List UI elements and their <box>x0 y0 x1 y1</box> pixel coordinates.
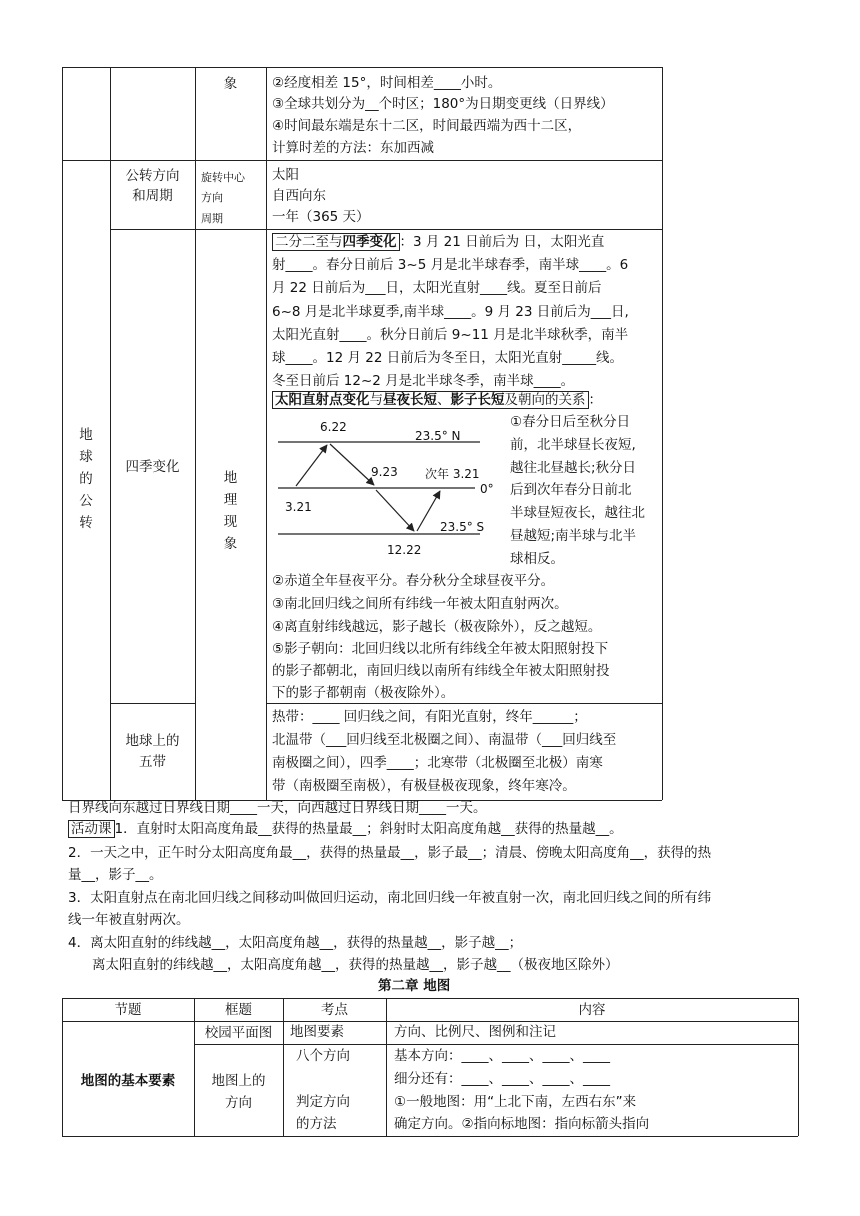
label-char: 象 <box>223 536 238 552</box>
item2-line-b: 量__，影子__。 <box>68 867 163 883</box>
frame-direction-1: 地图上的 <box>211 1073 266 1089</box>
text-line: 球____。12 月 22 日前后为冬至日，太阳光直射_____线。 <box>272 350 623 366</box>
text-line: ③全球共划分为__个时区；180°为日期变更线（日界线） <box>272 96 614 112</box>
label-321: 3.21 <box>285 500 312 514</box>
frame-campus-map: 校园平面图 <box>204 1025 273 1041</box>
header-frame: 框题 <box>225 1002 252 1018</box>
path-autumn-to-winter <box>376 490 414 531</box>
point-eight-directions: 八个方向 <box>296 1048 350 1064</box>
sub-label-direction: 方向 <box>201 191 223 204</box>
text-line: 太阳光直射____。秋分日前后 9~11 月是北半球秋季，南半 <box>272 327 629 343</box>
para2-boxed: 太阳直射点变化与昼夜长短、影子长短及朝向的关系 <box>272 391 589 409</box>
text-line: 月 22 日前后为___日，太阳光直射____线。夏至日前后 <box>272 280 602 296</box>
text-line: ④离直射纬线越远，影子越长（极夜除外），反之越短。 <box>272 619 602 635</box>
text-line: 下的影子都朝南（极夜除外）。 <box>272 685 455 701</box>
label-622: 6.22 <box>320 420 347 434</box>
sub-label-center: 旋转中心 <box>201 171 245 184</box>
label-char: 地 <box>223 470 238 486</box>
activity-line-1: 活动课 1．直射时太阳高度角最__获得的热量最__；斜射时太阳高度角越__获得的热量越__。 <box>68 820 623 839</box>
text-line: ②赤道全年昼夜平分。春分秋分全球昼夜平分。 <box>272 573 555 589</box>
text-line: 冬至日前后 12~2 月是北半球冬季，南半球____。 <box>272 373 575 389</box>
text-line: 昼越短;南半球与北半 <box>510 528 637 544</box>
content-method-1: ①一般地图：用“上北下南，左西右东”来 <box>394 1094 637 1110</box>
activity-box: 活动课 <box>68 820 115 838</box>
header-content: 内容 <box>578 1002 606 1018</box>
text-line: 球相反。 <box>510 551 564 567</box>
direction-period-label-2: 和周期 <box>132 188 173 204</box>
header-section: 节题 <box>114 1002 142 1018</box>
text-line: ①春分日后至秋分日 <box>510 414 631 430</box>
text-line: ⑤影子朝向：北回归线以北所有纬线全年被太阳照射投下 <box>272 641 609 657</box>
label-char: 公 <box>79 493 93 509</box>
label-char: 的 <box>79 471 93 487</box>
text-line: ④时间最东端是东十二区，时间最西端为西十二区， <box>272 118 582 134</box>
header-point: 考点 <box>321 1002 348 1018</box>
para1-boxed: 二分二至与四季变化 <box>272 233 400 251</box>
value-direction: 自西向东 <box>272 188 326 204</box>
frame-direction-2: 方向 <box>225 1095 252 1111</box>
label-char: 地 <box>79 427 93 443</box>
label-char: 理 <box>223 492 238 508</box>
item4-line-a: 4．离太阳直射的纬线越__，太阳高度角越__，获得的热量越__，影子越__； <box>68 935 523 951</box>
five-zones-label-2: 五带 <box>139 754 166 770</box>
content-basic-directions: 基本方向：____、____、____、____ <box>394 1048 610 1064</box>
path-winter-to-spring <box>417 491 440 531</box>
text-line: ③南北回归线之间所有纬线一年被太阳直射两次。 <box>272 596 568 612</box>
text-line: 计算时差的方法：东加西减 <box>272 140 434 156</box>
four-seasons-label: 四季变化 <box>125 459 180 475</box>
para2-line: 太阳直射点变化与昼夜长短、影子长短及朝向的关系 ： <box>272 391 602 410</box>
item3-line-a: 3．太阳直射点在南北回归线之间移动叫做回归运动，南北回归线一年被直射一次，南北回归线之间的所有纬 <box>68 890 712 906</box>
text-line: 热带：____ 回归线之间，有阳光直射，终年______； <box>272 709 587 725</box>
path-spring-to-summer <box>296 445 327 486</box>
section-map-basics: 地图的基本要素 <box>80 1073 176 1089</box>
text-line: 带（南极圈至南极），有极昼极夜现象，终年寒冷。 <box>272 778 576 794</box>
label-next-321: 次年 3.21 <box>425 467 480 481</box>
item3-line-b: 线一年被直射两次。 <box>68 912 190 928</box>
text-line: 6~8 月是北半球夏季,南半球____。9 月 23 日前后为___日, <box>272 304 629 320</box>
label-char: 现 <box>223 514 238 530</box>
point-map-elements: 地图要素 <box>290 1024 344 1040</box>
text-line: 前，北半球昼长夜短, <box>510 437 636 453</box>
label-923: 9.23 <box>371 465 398 479</box>
label-char: 转 <box>79 515 93 531</box>
sun-direct-point-diagram <box>270 412 510 562</box>
col3-label: 象 <box>223 76 238 92</box>
label-tropic-s: 23.5° S <box>440 520 485 534</box>
text-line: 北温带（___回归线至北极圈之间）、南温带（___回归线至 <box>272 732 617 748</box>
para1-first-line: 二分二至与四季变化 ：3 月 21 日前后为 日，太阳光直 <box>272 233 604 252</box>
point-method-2: 的方法 <box>296 1116 337 1132</box>
text-line: 半球昼短夜长，越往北 <box>510 505 645 521</box>
text-line: 越往北昼越长;秋分日 <box>510 460 637 476</box>
text-line: 南极圈之间），四季____；北寒带（北极圈至北极）南寒 <box>272 755 603 771</box>
text-line: ②经度相差 15°，时间相差____小时。 <box>272 75 502 91</box>
label-tropic-n: 23.5° N <box>415 429 461 443</box>
five-zones-label-1: 地球上的 <box>125 733 180 749</box>
content-sub-directions: 细分还有：____、____、____、____ <box>394 1071 610 1087</box>
direction-period-label-1: 公转方向 <box>125 168 180 184</box>
value-center: 太阳 <box>272 167 299 183</box>
path-summer-to-autumn <box>330 444 374 485</box>
item2-line-a: 2．一天之中，正午时分太阳高度角最__，获得的热量最__，影子最__；清晨、傍晚太阳高度角__，获得的热 <box>68 845 712 861</box>
point-method-1: 判定方向 <box>296 1094 350 1110</box>
label-equator: 0° <box>480 482 494 496</box>
text-line: 的影子都朝北，南回归线以南所有纬线全年被太阳照射投 <box>272 663 610 679</box>
content-map-elements: 方向、比例尺、图例和注记 <box>394 1024 556 1040</box>
text-line: 射____。春分日前后 3~5 月是北半球春季，南半球____。6 <box>272 257 629 273</box>
value-period: 一年（365 天） <box>272 209 370 225</box>
label-1222: 12.22 <box>387 543 422 557</box>
content-method-2: 确定方向。②指向标地图：指向标箭头指向 <box>394 1116 650 1132</box>
text-line: 后到次年春分日前北 <box>510 482 632 498</box>
label-char: 球 <box>79 449 93 465</box>
sub-label-period: 周期 <box>201 212 223 225</box>
dateline-text: 日界线向东越过日界线日期____一天，向西越过日界线日期____一天。 <box>68 800 487 816</box>
item4-line-b: 离太阳直射的纬线越__，太阳高度角越__，获得的热量越__，影子越__（极夜地区除外） <box>92 957 619 973</box>
chapter-title: 第二章 地图 <box>378 978 451 994</box>
